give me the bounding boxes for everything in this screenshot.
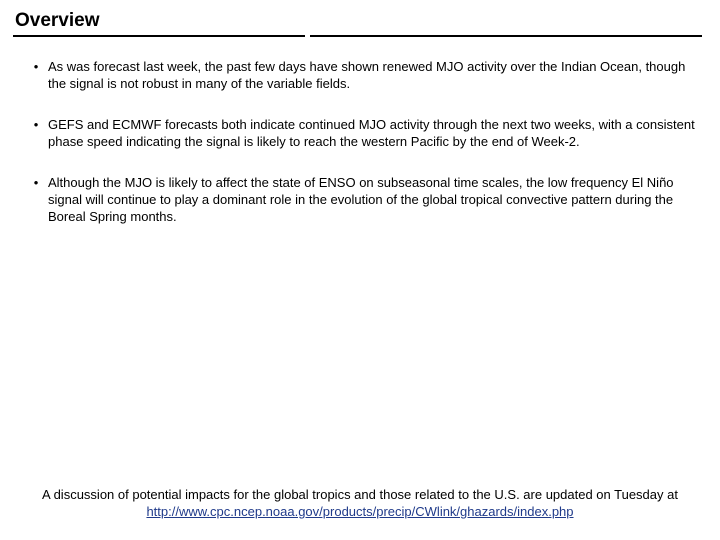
- bullet-item: [30, 116, 702, 150]
- bullet-text: As was forecast last week, the past few days have shown renewed MJO activity over the Indian Ocean, though the signal is not robust in many of the variable fields.: [48, 59, 686, 91]
- bullet-dot-icon: •: [33, 175, 39, 190]
- bullet-item: [30, 174, 702, 225]
- slide-title: Overview: [15, 10, 100, 31]
- footer-note: [6, 486, 714, 520]
- bullet-dot-icon: •: [33, 117, 39, 132]
- bullet-item: [30, 58, 702, 92]
- bullet-text: Although the MJO is likely to affect the state of ENSO on subseasonal time scales, the low frequency El Niño signal will continue to play a dominant role in the evolution of the global tropical convective pattern during the Boreal Spring months.: [48, 175, 674, 224]
- footer-text: A discussion of potential impacts for the global tropics and those related to the U.S. are updated on Tuesday at: [42, 487, 678, 502]
- bullet-dot-icon: •: [33, 59, 39, 74]
- title-underline-right: [310, 35, 702, 37]
- title-underline-left: [13, 35, 305, 37]
- bullet-list: [30, 58, 702, 249]
- cpc-hazards-link[interactable]: http://www.cpc.ncep.noaa.gov/products/precip/CWlink/ghazards/index.php: [146, 504, 574, 519]
- bullet-text: GEFS and ECMWF forecasts both indicate continued MJO activity through the next two weeks, with a consistent phase speed indicating the signal is likely to reach the western Pacific by the end of Week-2.: [48, 117, 695, 149]
